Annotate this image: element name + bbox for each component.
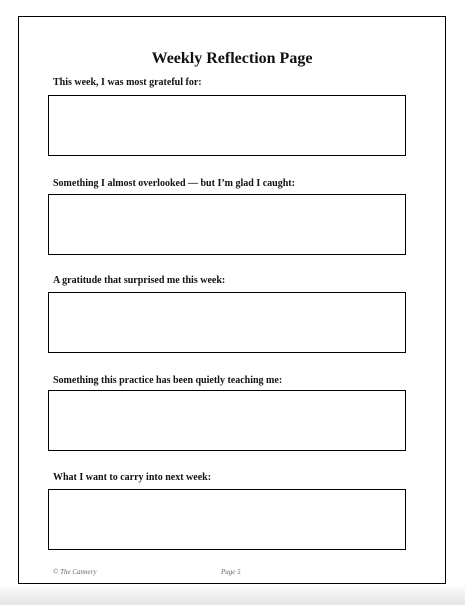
footer-page-number: Page 5 bbox=[221, 568, 241, 576]
section-label-overlooked: Something I almost overlooked — but I’m glad I caught: bbox=[53, 178, 295, 189]
section-label-surprise: A gratitude that surprised me this week: bbox=[53, 275, 226, 286]
response-box-surprise[interactable] bbox=[48, 292, 406, 353]
response-box-grateful[interactable] bbox=[48, 95, 406, 156]
footer-copyright: © The Cannery bbox=[53, 568, 97, 576]
response-box-overlooked[interactable] bbox=[48, 194, 406, 255]
section-label-grateful: This week, I was most grateful for: bbox=[53, 77, 202, 88]
section-label-teaching: Something this practice has been quietly teaching me: bbox=[53, 375, 283, 386]
page-title: Weekly Reflection Page bbox=[151, 50, 313, 67]
section-label-carry-forward: What I want to carry into next week: bbox=[53, 472, 212, 483]
response-box-teaching[interactable] bbox=[48, 390, 406, 451]
response-box-carry-forward[interactable] bbox=[48, 489, 406, 550]
worksheet-page bbox=[18, 16, 446, 584]
page-edge-shadow bbox=[0, 586, 465, 605]
